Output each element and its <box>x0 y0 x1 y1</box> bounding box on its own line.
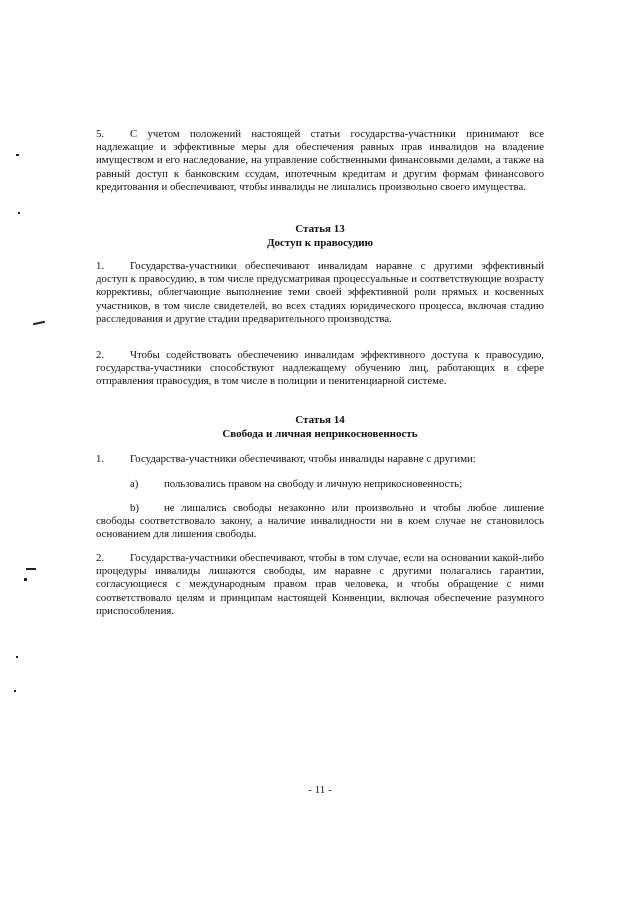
paragraph-number: 2. <box>96 552 105 564</box>
scan-mark <box>24 578 27 581</box>
page-number: - 11 - <box>308 784 332 796</box>
item-text: не лишались свободы незаконно или произвольно и чтобы любое лишение свободы соответствовало закону, а наличие инвалидности ни в коем случае не становилось основанием для лишения свободы. <box>96 502 544 541</box>
item-label: b) <box>130 502 139 514</box>
scan-mark <box>16 656 18 658</box>
paragraph-text: Государства-участники обеспечивают инвалидам наравне с другими эффективный доступ к правосудию, в том числе предусматривая процессуальные и соответствующие возрасту коррективы, облегчающие выполнение теми своей эффективной роли прямых и косвенных участников, в том числе свидетелей, во всех стадиях юридического процесса, включая стадию расследования и другие стадии предварительного производства. <box>96 260 544 325</box>
paragraph-text: Государства-участники обеспечивают, чтобы инвалиды наравне с другими: <box>130 453 476 465</box>
article-13-paragraph-2 <box>96 349 544 389</box>
paragraph-text: Чтобы содействовать обеспечению инвалидам эффективного доступа к правосудию, государства-участники способствуют надлежащему обучению лиц, работающих в сфере отправления правосудия, в том числе в полиции и пенитенциарной системе. <box>96 349 544 388</box>
article-13-paragraph-1 <box>96 260 544 326</box>
paragraph-number: 2. <box>96 349 105 361</box>
item-text: пользовались правом на свободу и личную неприкосновенность; <box>164 478 463 490</box>
paragraph-number: 1. <box>96 453 105 465</box>
scan-mark <box>18 212 20 214</box>
scan-mark <box>33 321 45 325</box>
scan-mark <box>16 154 19 156</box>
article-14-item-b <box>96 502 544 542</box>
scan-mark <box>26 568 36 570</box>
article-13-title: Статья 13 <box>295 223 345 235</box>
article-14-paragraph-2 <box>96 552 544 618</box>
paragraph-number: 5. <box>96 128 105 140</box>
article-14-subtitle: Свобода и личная неприкосновенность <box>222 428 418 440</box>
paragraph-text: Государства-участники обеспечивают, чтобы в том случае, если на основании какой-либо процедуры инвалиды лишаются свободы, им наравне с другими полагались гарантии, согласующиеся с международным правом прав человека, и чтобы обращение с ними соответствовало целям и принципам настоящей Конвенции, включая обеспечение разумного приспособления. <box>96 552 544 617</box>
paragraph-number: 1. <box>96 260 105 272</box>
paragraph-text: С учетом положений настоящей статьи государства-участники принимают все надлежащие и эффективные меры для обеспечения равных прав инвалидов на владение имуществом и его наследование, на управление собственными финансовыми делами, а также на равный доступ к банковским ссудам, ипотечным кредитам и другим формам финансового кредитования и обеспечивают, чтобы инвалиды не лишались произвольно своего имущества. <box>96 128 544 193</box>
paragraph-5 <box>96 128 544 194</box>
article-14-title: Статья 14 <box>295 414 345 426</box>
article-14-item-a <box>96 478 544 491</box>
article-14-paragraph-1 <box>96 453 544 466</box>
article-13-subtitle: Доступ к правосудию <box>266 237 374 249</box>
item-label: a) <box>130 478 139 490</box>
scan-mark <box>14 690 16 692</box>
